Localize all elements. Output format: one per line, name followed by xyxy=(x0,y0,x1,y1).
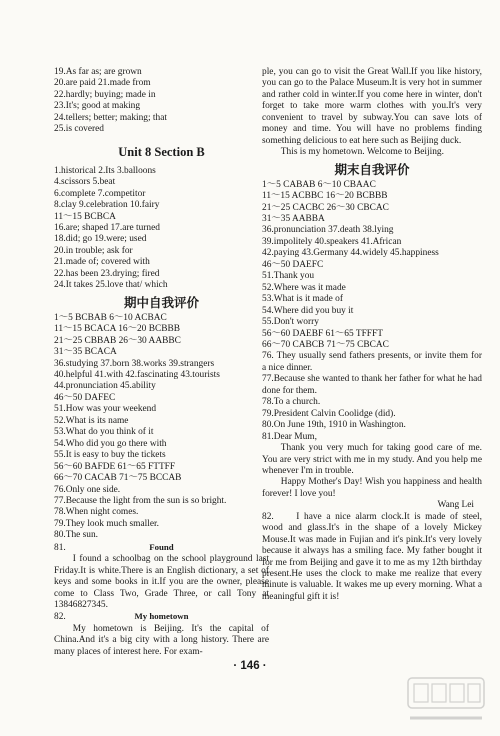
section-heading: 期末自我评价 xyxy=(334,162,410,177)
answer-line: 51.Thank you xyxy=(262,271,315,282)
essay-heading-row xyxy=(54,542,269,554)
answer-line: 31～35 AABBA xyxy=(262,213,325,224)
answer-line: 52.Where was it made xyxy=(262,282,346,293)
answer-line: 20.in trouble; ask for xyxy=(54,245,133,256)
answer-line: 11～15 ACBBC 16～20 BCBBB xyxy=(262,191,388,202)
answer-line: 36.pronunciation 37.death 38.lying xyxy=(262,225,394,236)
answer-line: 78.To a church. xyxy=(262,397,321,408)
answer-line: 1～5 BCBAB 6～10 ACBAC xyxy=(54,312,167,323)
answer-line: 78.When night comes. xyxy=(54,507,139,518)
answer-line: 23.It's; good at making xyxy=(54,101,141,112)
answer-line: 80.On June 19th, 1910 in Washington. xyxy=(262,420,406,431)
paragraph: Happy Mother's Day! Wish you happiness and health forever! I love you! xyxy=(262,477,482,499)
answer-line: 11～15 BCACA 16～20 BCBBB xyxy=(54,324,180,335)
essay-title: Found xyxy=(149,541,174,552)
answer-line: 66～70 CACAB 71～75 BCCAB xyxy=(54,473,182,484)
answer-line: 39.impolitely 40.speakers 41.African xyxy=(262,236,402,247)
item-number: 82. xyxy=(54,612,66,623)
answer-line: 55.It is easy to buy the tickets xyxy=(54,450,166,461)
essay-heading-row xyxy=(54,611,269,623)
answer-line: 66～70 CABCB 71～75 CBCAC xyxy=(262,339,389,350)
paragraph: 77.Because she wanted to thank her father for what he had done for them. xyxy=(262,374,482,396)
paragraph: Thank you very much for taking good care of me. You are very strict with me in my study. And you help me whenever I'm in trouble. xyxy=(262,443,482,476)
paragraph: I found a schoolbag on the school playground last Friday.It is white.There is an English dictionary, a set of keys and some books in it.If you are the owner, please come to Class Two, Grade Three, or call Tony at 13846827345. xyxy=(54,554,269,611)
paragraph: My hometown is Beijing. It's the capital of China.And it's a big city with a long history. There are many places of interest here. For exam- xyxy=(54,623,269,657)
answer-line: 44.pronunciation 45.ability xyxy=(54,381,156,392)
paragraph: 76. They usually send fathers presents, or invite them for a nice dinner. xyxy=(262,351,482,373)
answer-line: 18.did; go 19.were; used xyxy=(54,234,147,245)
left-column xyxy=(54,67,269,658)
unit-heading: Unit 8 Section B xyxy=(118,144,205,159)
answer-line: 54.Who did you go there with xyxy=(54,438,167,449)
item-number: 81. xyxy=(54,542,66,553)
answer-line: 22.has been 23.drying; fired xyxy=(54,268,160,279)
answer-line: 55.Don't worry xyxy=(262,317,319,328)
answer-line: 53.What do you think of it xyxy=(54,427,154,438)
answer-line: 77.Because the light from the sun is so bright. xyxy=(54,495,227,506)
answer-line: 8.clay 9.celebration 10.fairy xyxy=(54,200,160,211)
answer-line: 79.They look much smaller. xyxy=(54,518,159,529)
right-column xyxy=(262,67,482,603)
page-number: · 146 · xyxy=(233,660,267,672)
answer-line: 16.are; shaped 17.are turned xyxy=(54,222,160,233)
answer-line: 31～35 BCACA xyxy=(54,347,117,358)
answer-line: 11～15 BCBCA xyxy=(54,211,116,222)
answer-line: 81.Dear Mum, xyxy=(262,431,317,442)
answer-line: 1.historical 2.Its 3.balloons xyxy=(54,165,156,176)
answer-line: 79.President Calvin Coolidge (did). xyxy=(262,408,396,419)
answer-line: 19.As far as; are grown xyxy=(54,67,142,77)
answer-line: 20.are paid 21.made from xyxy=(54,78,151,89)
answer-line: 24.tellers; better; making; that xyxy=(54,112,167,123)
answer-line: 1～5 CABAB 6～10 CBAAC xyxy=(262,179,376,190)
item-number: 82. xyxy=(262,511,274,522)
answer-line: 53.What is it made of xyxy=(262,294,343,305)
answer-line: 46～50 DAFEC xyxy=(54,392,116,403)
answer-line: 76.Only one side. xyxy=(54,484,121,495)
answer-line: 21.made of; covered with xyxy=(54,257,150,268)
signature: Wang Lei xyxy=(437,500,474,511)
answer-line: 36.studying 37.born 38.works 39.strangers xyxy=(54,358,215,369)
section-heading: 期中自我评价 xyxy=(123,295,199,310)
answer-line: 6.complete 7.competitor xyxy=(54,188,146,199)
answer-line: 52.What is its name xyxy=(54,415,129,426)
answer-line: 46～50 DAEFC xyxy=(262,259,324,270)
answer-line: 54.Where did you buy it xyxy=(262,305,354,316)
answer-line: 22.hardly; buying; made in xyxy=(54,89,156,100)
answer-line: 24.It takes 25.love that/ which xyxy=(54,280,168,291)
watermark-logo xyxy=(406,676,486,726)
paragraph: This is my hometown. Welcome to Beijing. xyxy=(280,147,444,158)
answer-line: 4.scissors 5.beat xyxy=(54,177,116,188)
answer-line: 42.paying 43.Germany 44.widely 45.happiness xyxy=(262,248,439,259)
answer-line: 21～25 CBBAB 26～30 AABBC xyxy=(54,335,181,346)
answer-line: 25.is covered xyxy=(54,124,104,135)
answer-line: 21～25 CACBC 26～30 CBCAC xyxy=(262,202,389,213)
answer-line: 80.The sun. xyxy=(54,530,99,541)
answer-line: 56～60 DAEBF 61～65 TFFFT xyxy=(262,328,383,339)
answer-line: 40.helpful 41.with 42.fascinating 43.tourists xyxy=(54,369,220,380)
paragraph: ple, you can go to visit the Great Wall.If you like history, you can go to the Palace Museum.It is very hot in summer and rather cold in winter.If you come here in winter, don't forget to take more warm clothes with you.It's very convenient to travel by subway.You can save lots of money and time. You will have no problems finding something delicious to eat here such as Beijing duck. xyxy=(262,67,482,146)
essay-title: My hometown xyxy=(134,611,189,622)
essay-paragraph: 82. I have a nice alarm clock.It is made of steel, wood and glass.It's in the shape of a lovely Mickey Mouse.It was made in Fujian and it's pink.It's very lovely because it always has a smiling face. My father bought it for me from Beijing and gave it to me as my 12th birthday present.He uses the clock to make me realize that every minute is valuable. It wakes me up every morning. What a meaningful gift it is! xyxy=(262,511,482,602)
answer-line: 51.How was your weekend xyxy=(54,404,157,415)
answer-line: 56～60 BAFDE 61～65 FTTFF xyxy=(54,461,176,472)
